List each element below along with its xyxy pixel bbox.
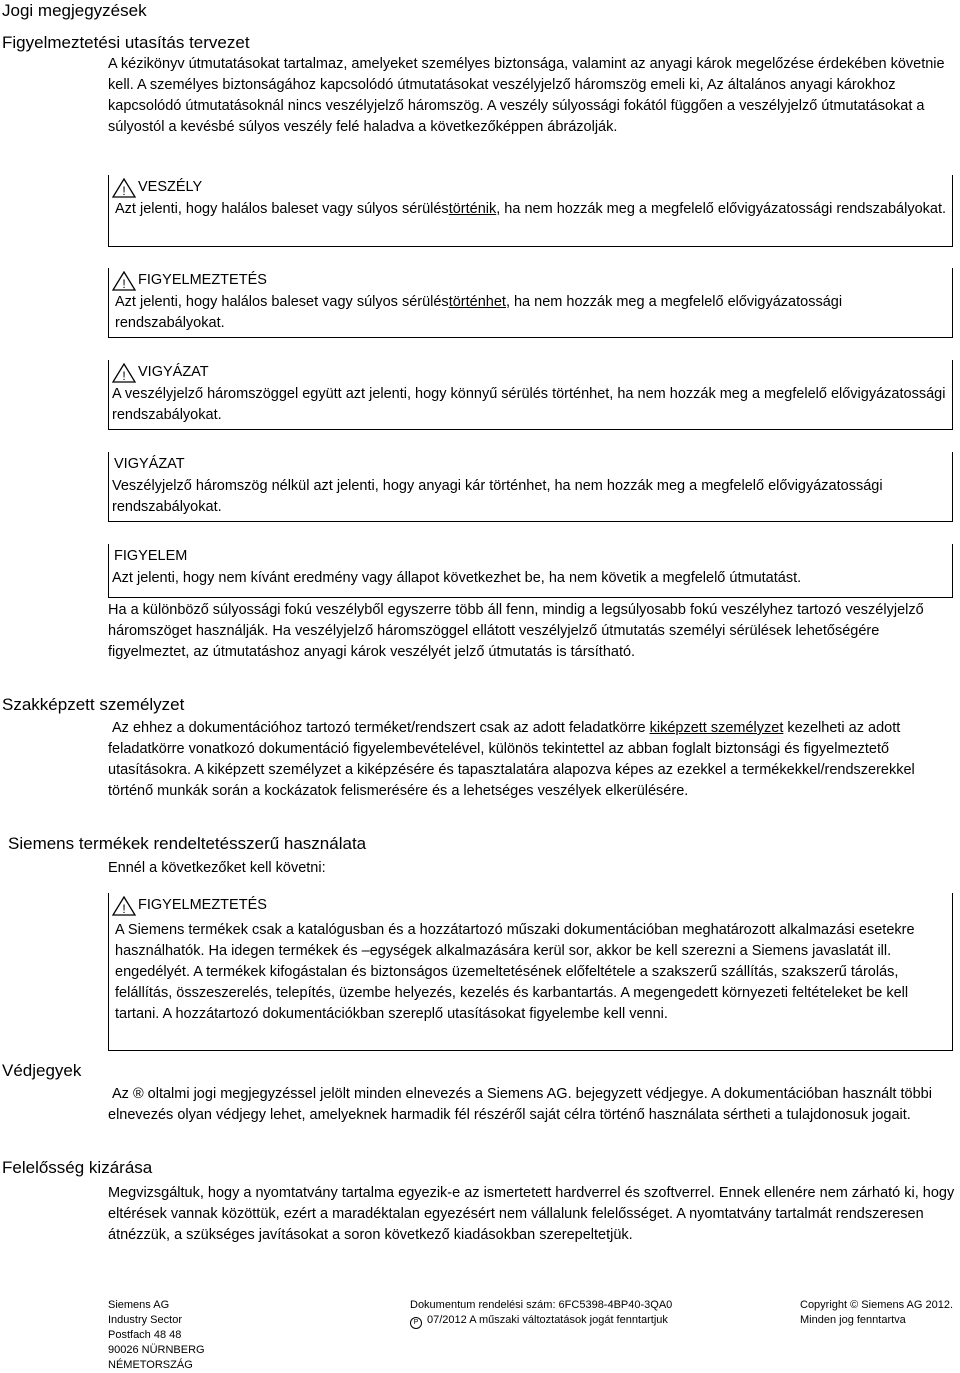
svg-text:!: !: [122, 184, 126, 198]
safety-intro: A kézikönyv útmutatásokat tartalmaz, amelyeket személyes biztonsága, valamint az anyagi károk megelőzése érdekében követnie kell. A személyes biztonságához kapcsolódó útmutatásokat veszélyjelző háromszög emeli ki, Az általános anyagi károkhoz kapcsolódó útmutatásoknál nincs veszélyjelző háromszög. A veszély súlyossági fokától függően a veszélyjelző útmutatásokat a súlyostól a kevésbé súlyos veszély felé haladva a következőképpen ábrázolják.: [108, 56, 945, 135]
warning-triangle-icon: [112, 178, 136, 198]
footer-docnum: Dokumentum rendelési szám: 6FC5398-4BP40-3QA0: [410, 1299, 673, 1311]
danger-box: [108, 175, 953, 247]
warning-text: Azt jelenti, hogy halálos baleset vagy súlyos sérüléstörténhet, ha nem hozzák meg a megfelelő elővigyázatossági rendszabályokat.: [115, 294, 843, 331]
warning-triangle-icon: [112, 271, 136, 291]
usage-lead: Ennél a következőket kell követni:: [108, 860, 326, 876]
warning-emphasis: történhet: [448, 294, 506, 310]
usage-heading: Siemens termékek rendeltetésszerű használata: [8, 834, 367, 853]
caution-text: Veszélyjelző háromszög nélkül azt jelenti, hogy anyagi kár történhet, ha nem hozzák meg a megfelelő elővigyázatossági rendszabályokat.: [112, 478, 883, 515]
warning-triangle-icon: [112, 896, 136, 916]
page-title: Jogi megjegyzések: [2, 1, 147, 20]
notice-text: Azt jelenti, hogy nem kívánt eredmény vagy állapot következhet be, ha nem követik a megfelelő útmutatást.: [112, 570, 802, 586]
qualified-emphasis: kiképzett személyzet: [649, 720, 784, 736]
danger-emphasis: történik: [448, 201, 497, 217]
safety-outro: Ha a különböző súlyossági fokú veszélyből egyszerre több áll fenn, mindig a legsúlyosabb fokú veszélyhez tartozó veszélyjelző háromszöget használják. Ha veszélyjelző háromszöggel ellátott veszélyjelző útmutatás személyi sérülések lehetőségére figyelmeztet, az útmutatáshoz anyagi károk veszélyét jelző útmutatás is társítható.: [108, 602, 924, 660]
usage-warning-label: FIGYELMEZTETÉS: [138, 897, 267, 913]
disclaimer-text: Megvizsgáltuk, hogy a nyomtatvány tartalma egyezik-e az ismertetett hardverrel és szoftverrel. Ennek ellenére nem zárható ki, hogy eltérések vannak közöttük, ezért a maradéktalan egyezésért nem vállalunk felelősséget. A nyomtatvány tartalmát rendszeresen átnézzük, a szükséges javításokat a soron következő kiadásokban szerepeltetjük.: [108, 1185, 955, 1243]
footer-document: [410, 1298, 672, 1329]
caution-triangle-title: [112, 360, 948, 384]
caution-box: [108, 452, 953, 522]
qualified-heading: Szakképzett személyzet: [2, 695, 185, 714]
caution-triangle-text: A veszélyjelző háromszöggel együtt azt jelenti, hogy könnyű sérülés történhet, ha nem hozzák meg a megfelelő elővigyázatossági rendszabályokat.: [112, 386, 946, 423]
usage-warning-title: [112, 893, 948, 917]
footer-copyright: Copyright © Siemens AG 2012. Minden jog fenntartva: [800, 1299, 954, 1326]
caution-triangle-label: VIGYÁZAT: [138, 364, 209, 380]
caution-label: VIGYÁZAT: [114, 456, 185, 472]
svg-text:!: !: [122, 902, 126, 916]
printed-mark-icon: P: [410, 1317, 422, 1329]
warning-triangle-icon: [112, 363, 136, 383]
footer-address: Siemens AG Industry Sector Postfach 48 48 90026 NÜRNBERG NÉMETORSZÁG: [108, 1299, 205, 1371]
warning-box: [108, 268, 953, 338]
warning-label: FIGYELMEZTETÉS: [138, 272, 267, 288]
usage-warning-text: A Siemens termékek csak a katalógusban és a hozzátartozó műszaki dokumentációban meghatározott alkalmazási esetekre használhatók. Ha idegen termékek és –egységek alkalmazására kerül sor, akkor be kell szerezni a Siemens javaslatát ill. engedélyét. A termékek kifogástalan és biztonságos üzemeltetésének előfeltétele a szakszerű szállítás, szakszerű tárolás, felállítás, összeszerelés, telepítés, üzembe helyezés, kezelés és karbantartás. A megengedett környezeti feltételeket be kell tartani. A hozzátartozó dokumentációkban szereplő utasításokat figyelembe kell venni.: [115, 922, 915, 1022]
danger-title: [112, 175, 948, 199]
disclaimer-heading: Felelősség kizárása: [2, 1158, 153, 1177]
safety-heading: Figyelmeztetési utasítás tervezet: [2, 33, 250, 52]
footer-date-note: P 07/2012 A műszaki változtatások jogát fenntartjuk: [410, 1313, 672, 1329]
notice-label: FIGYELEM: [114, 548, 188, 564]
trademarks-heading: Védjegyek: [2, 1061, 82, 1080]
trademarks-text: Az ® oltalmi jogi megjegyzéssel jelölt minden elnevezés a Siemens AG. bejegyzett védjegye. A dokumentációban használt többi elnevezés olyan védjegy lehet, amelyeknek harmadik fél részéről saját célra történő használata sértheti a tulajdonosuk jogait.: [108, 1086, 932, 1123]
danger-label: VESZÉLY: [138, 179, 203, 195]
caution-triangle-box: [108, 360, 953, 430]
svg-text:!: !: [122, 277, 126, 291]
qualified-text: Az ehhez a dokumentációhoz tartozó terméket/rendszert csak az adott feladatkörre kiképzett személyzet kezelheti az adott feladatkörre vonatkozó dokumentáció figyelembevételével, különös tekintettel az abban foglalt biztonsági és figyelmeztető utasításokra. A kiképzett személyzet a kiképzésére és tapasztalatára alapozva képes az ezekkel a termékekkel/rendszerekkel történő munkák során a kockázatok felismerésére és a lehetséges veszélyek elkerülésére.: [108, 720, 915, 799]
svg-text:!: !: [122, 369, 126, 383]
usage-warning-box: [108, 893, 953, 1051]
notice-box: [108, 544, 953, 598]
danger-text: Azt jelenti, hogy halálos baleset vagy súlyos sérüléstörténik, ha nem hozzák meg a megfelelő elővigyázatossági rendszabályokat.: [115, 201, 947, 217]
warning-title: [112, 268, 948, 292]
